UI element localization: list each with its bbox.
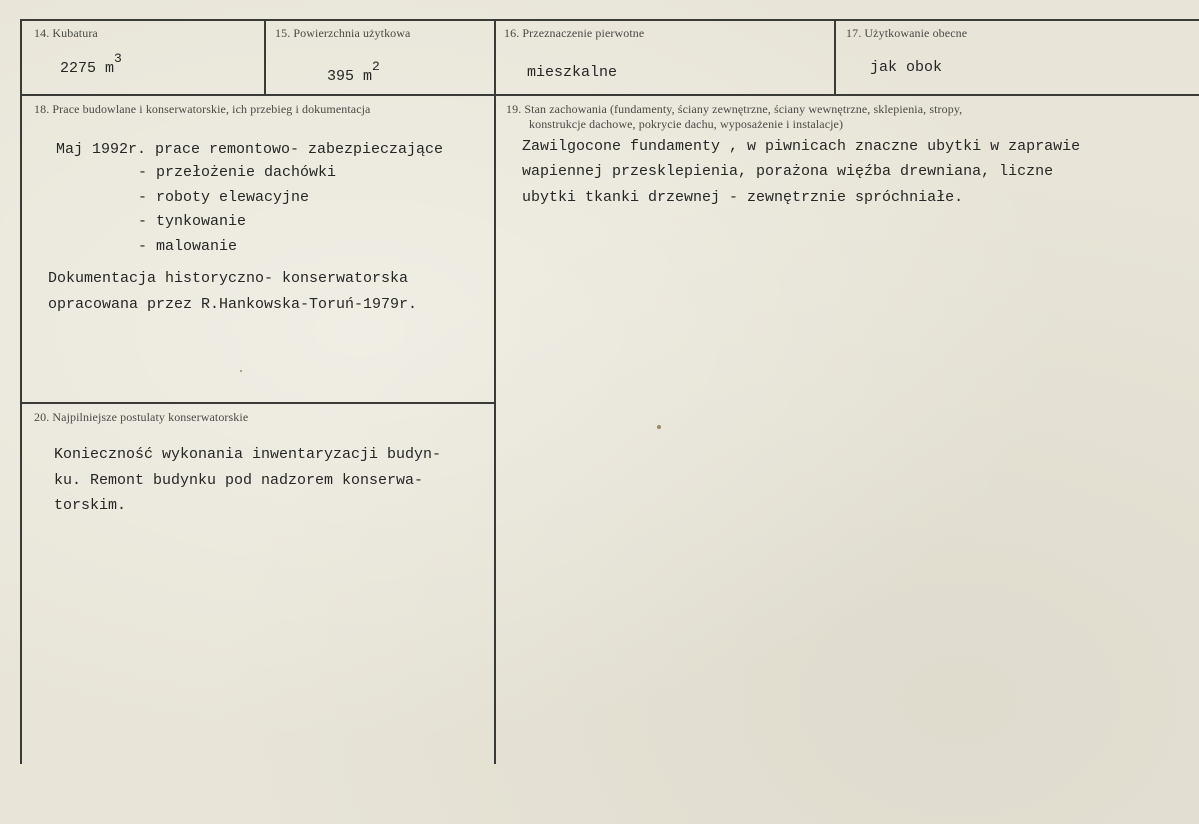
field-14-value [60, 51, 122, 81]
field-19-label-line-1: 19. Stan zachowania (fundamenty, ściany zewnętrzne, ściany wewnętrzne, sklepienia, stropy, [506, 102, 963, 116]
field-15-number: 395 m [327, 68, 373, 85]
field-19-label-line-2: konstrukcje dachowe, pokrycie dachu, wyposażenie i instalacje) [529, 117, 844, 131]
col-divider-16-17 [834, 19, 836, 96]
field-17-label: 17. Użytkowanie obecne [846, 26, 968, 40]
paper-speck [657, 425, 661, 429]
top-border [20, 19, 1199, 21]
field-15-value [327, 59, 380, 89]
field-19-line: Zawilgocone fundamenty , w piwnicach znaczne ubytki w zaprawie [522, 138, 1081, 155]
field-20-line: ku. Remont budynku pod nadzorem konserwa- [54, 472, 424, 489]
field-19-line: ubytki tkanki drzewnej - zewnętrznie spróchniałe. [522, 189, 964, 206]
field-16-label: 16. Przeznaczenie pierwotne [504, 26, 645, 40]
field-14-number: 2275 m [60, 60, 115, 77]
field-19-line: wapiennej przesklepienia, porażona więźba drewniana, liczne [522, 163, 1054, 180]
field-15-sup: 2 [372, 59, 380, 74]
field-18-label: 18. Prace budowlane i konserwatorskie, ich przebieg i dokumentacja [34, 102, 371, 116]
field-20-line: torskim. [54, 497, 127, 514]
col-divider-14-15 [264, 19, 266, 96]
field-14-sup: 3 [114, 51, 122, 66]
col-divider-15-16 [494, 19, 496, 764]
field-15-label: 15. Powierzchnia użytkowa [275, 26, 411, 40]
field-20-line: Konieczność wykonania inwentaryzacji budyn- [54, 446, 442, 463]
field-18-line: - przełożenie dachówki [138, 164, 337, 181]
field-20-label: 20. Najpilniejsze postulaty konserwatorskie [34, 410, 249, 424]
field-18-doc-line: opracowana przez R.Hankowska-Toruń-1979r. [48, 296, 418, 313]
field-17-value: jak obok [870, 59, 943, 76]
field-18-line: - malowanie [138, 238, 238, 255]
row-divider-2 [20, 402, 495, 404]
field-18-line: - roboty elewacyjne [138, 189, 310, 206]
left-border [20, 19, 22, 764]
field-16-value: mieszkalne [527, 64, 618, 81]
row-divider-1 [20, 94, 1199, 96]
field-18-doc-line: Dokumentacja historyczno- konserwatorska [48, 270, 409, 287]
field-14-label: 14. Kubatura [34, 26, 98, 40]
paper-speck [240, 370, 242, 372]
field-18-line: - tynkowanie [138, 213, 247, 230]
field-18-line: Maj 1992r. prace remontowo- zabezpieczające [56, 141, 444, 158]
